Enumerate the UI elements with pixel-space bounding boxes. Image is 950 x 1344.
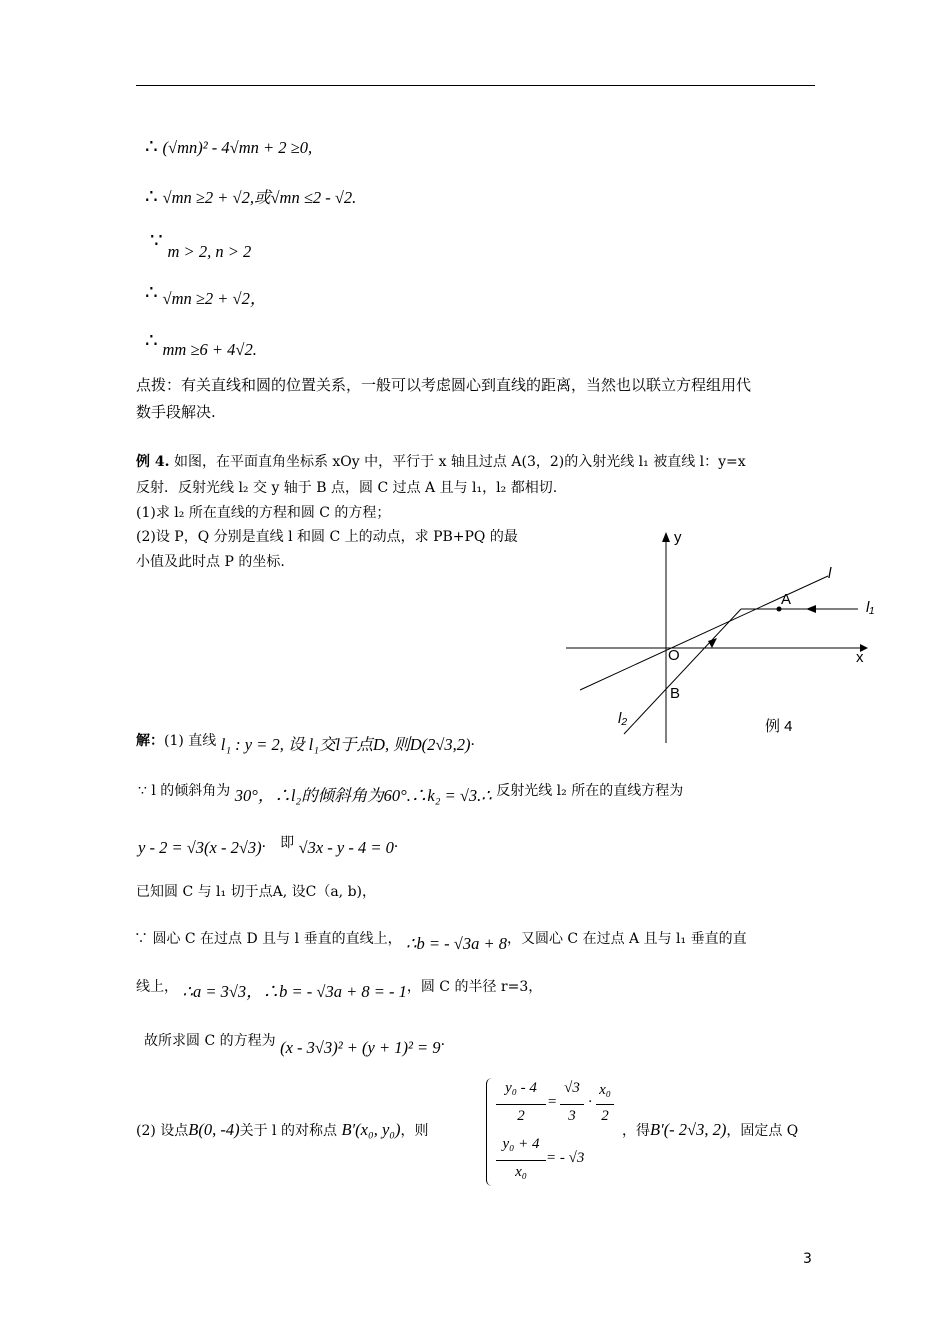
l2-label: l₂ — [618, 710, 628, 727]
example-line-2: 反射．反射光线 l₂ 交 y 轴于 B 点，圆 C 过点 A 且与 l₁，l₂ 都相切. — [136, 480, 558, 496]
because-symbol: ∵ — [150, 228, 163, 252]
math-expression: √mn ≥2 + √2， — [162, 289, 267, 308]
therefore-symbol: ∴ — [145, 134, 158, 158]
math-expression: (x - 3√3)² + (y + 1)² = 9 — [280, 1038, 441, 1057]
derivation-line — [145, 280, 267, 308]
reflection-figure — [560, 528, 890, 748]
equals-sign: = — [546, 1094, 558, 1110]
l-label: l — [828, 565, 832, 582]
sys-r1-num: y₀ - 4 — [505, 1080, 537, 1096]
solution-line-4: 已知圆 C 与 l₁ 切于点A, 设C（a, b)， — [136, 884, 376, 900]
tip-line-1: 点拨：有关直线和圆的位置关系，一般可以考虑圆心到直线的距离，当然也以联立方程组用代 — [136, 376, 752, 394]
y-label: y — [674, 529, 682, 546]
math-expression: B(0, -4) — [188, 1120, 240, 1139]
therefore-symbol: ∴ — [145, 184, 158, 208]
example-label: 例 4. — [136, 454, 170, 470]
b-label: B — [670, 685, 681, 702]
math-expression: (√mn)² - 4√mn + 2 ≥0, — [162, 138, 313, 157]
reflected-arrow — [708, 638, 717, 648]
math-expression: B′(- 2√3, 2) — [650, 1120, 727, 1139]
solution-line-8-end: ，得B′(- 2√3, 2)，固定点 Q — [622, 1120, 799, 1139]
math-expression: mm ≥6 + 4√2. — [162, 340, 257, 359]
solution-line-6: 线上， ∴a = 3√3，∴b = - √3a + 8 = - 1，圆 C 的半径 r=3， — [136, 979, 543, 1001]
solution-line-2: ∵ l 的倾斜角为 30°，∴l₂的倾斜角为60°.∴k₂ = √3.∴ 反射光线 l₂ 所在的直线方程为 — [138, 783, 684, 805]
math-expression: √3x - y - 4 = 0 — [298, 838, 394, 857]
tip-line-2: 数手段解决. — [136, 403, 216, 421]
fraction-bar — [560, 1104, 584, 1105]
solution-line-3: y - 2 = √3(x - 2√3)． 即 √3x - y - 4 = 0． — [138, 835, 408, 857]
math-expression: 30°，∴l₂的倾斜角为60°.∴k₂ = √3.∴ — [234, 786, 492, 805]
header-rule — [136, 85, 815, 86]
fraction-bar — [496, 1160, 546, 1161]
question-2-line-2: 小值及此时点 P 的坐标. — [136, 554, 285, 570]
x-label: x — [856, 649, 864, 666]
incident-arrow — [806, 605, 816, 613]
sys-r1-den: 2 — [517, 1108, 525, 1124]
math-expression: y - 2 = √3(x - 2√3) — [138, 838, 262, 857]
math-expression: ∴b = - √3a + 8 — [406, 934, 507, 953]
y-axis-arrow — [662, 532, 670, 542]
math-expression: l₁ : y = 2, 设 l₁交l于点D, 则D(2√3,2) — [220, 735, 471, 754]
sys-r1-rhs-den: 3 — [568, 1108, 576, 1124]
math-expression: B′(x₀, y₀) — [341, 1120, 401, 1139]
solution-line-8: (2) 设点B(0, -4)关于 l 的对称点 B′(x₀, y₀)，则 — [136, 1120, 429, 1139]
solution-label: 解： — [136, 733, 164, 749]
math-expression: ∴a = 3√3，∴b = - √3a + 8 = - 1 — [182, 982, 407, 1001]
a-label: A — [781, 591, 792, 608]
question-1: (1)求 l₂ 所在直线的方程和圆 C 的方程； — [136, 505, 391, 521]
sys-r2-den: x₀ — [515, 1164, 527, 1180]
fraction-bar — [596, 1104, 614, 1105]
question-2-line-1: (2)设 P，Q 分别是直线 l 和圆 C 上的动点，求 PB+PQ 的最 — [136, 529, 518, 545]
equation-system — [486, 1078, 626, 1188]
sys-r2-num: y₀ + 4 — [502, 1136, 540, 1152]
derivation-line — [145, 328, 257, 359]
sys-r1-rhs-num: √3 — [564, 1080, 580, 1096]
fraction-bar — [496, 1104, 546, 1105]
math-expression: m > 2, n > 2 — [167, 242, 252, 261]
solution-line-5: ∵ 圆心 C 在过点 D 且与 l 垂直的直线上， ∴b = - √3a + 8，又圆心 C 在过点 A 且与 l₁ 垂直的直 — [134, 931, 747, 953]
sys-r2-rhs: = - √3 — [546, 1150, 585, 1166]
therefore-symbol: ∴ — [145, 328, 158, 352]
derivation-line — [145, 136, 312, 158]
example-text: 如图，在平面直角坐标系 xOy 中，平行于 x 轴且过点 A(3，2)的入射光线 l₁ 被直线 l：y=x — [173, 454, 746, 470]
solution-line-1: 解：(1) 直线 l₁ : y = 2, 设 l₁交l于点D, 则D(2√3,2)． — [136, 733, 485, 754]
math-expression: √mn ≥2 + √2,或√mn ≤2 - √2. — [162, 188, 357, 207]
derivation-line — [150, 228, 252, 261]
reflected-ray-l2 — [624, 609, 741, 734]
figure-caption: 例 4 — [765, 718, 793, 735]
sys-r1-rhs2-num: x₀ — [599, 1082, 611, 1098]
left-brace — [486, 1078, 495, 1186]
page-number: 3 — [803, 1251, 812, 1267]
sys-r1-rhs2-den: 2 — [601, 1108, 609, 1124]
therefore-symbol: ∴ — [145, 280, 158, 304]
times-dot: · — [588, 1094, 592, 1110]
example-line-1 — [136, 452, 746, 472]
derivation-line — [145, 186, 356, 208]
l1-label: l₁ — [866, 599, 875, 616]
solution-line-7: 故所求圆 C 的方程为 (x - 3√3)² + (y + 1)² = 9． — [144, 1033, 455, 1057]
origin-label: O — [668, 647, 680, 664]
